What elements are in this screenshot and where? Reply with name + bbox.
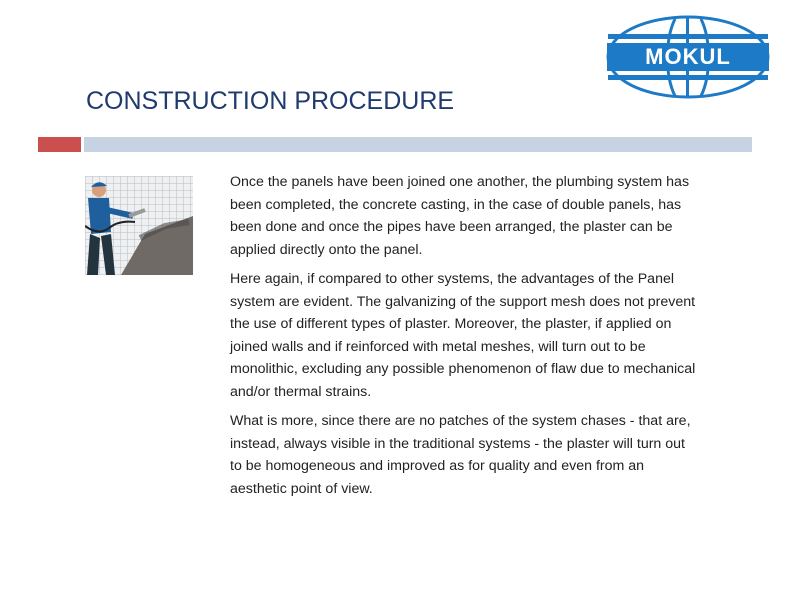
slide-title: CONSTRUCTION PROCEDURE	[86, 87, 455, 115]
title-underline-bar	[84, 137, 752, 152]
paragraph-2: Here again, if compared to other systems, the advantages of the Panel system are evident. The galvanizing of the support mesh does not prevent the use of different types of plaster. Moreover, the plaster, if applied on joined walls and if reinforced with metal meshes, will turn out to be monolithic, excluding any possible phenomenon of flaw due to mechanical and/or thermal strains.	[230, 271, 696, 400]
title-accent-bar	[38, 137, 81, 152]
paragraph-1: Once the panels have been joined one another, the plumbing system has been completed, the concrete casting, in the case of double panels, has been done and once the pipes have been arranged, the plaster can be applied directly onto the panel.	[230, 174, 690, 258]
paragraph-3: What is more, since there are no patches of the system chases - that are, instead, always visible in the traditional systems - the plaster will turn out to be homogeneous and improved as for quality and even from an aesthetic point of view.	[230, 413, 691, 497]
worker-spraying-plaster-photo	[85, 176, 193, 275]
logo-text: MOKUL	[645, 44, 731, 69]
mokul-logo	[605, 14, 771, 100]
body-text	[230, 171, 700, 507]
